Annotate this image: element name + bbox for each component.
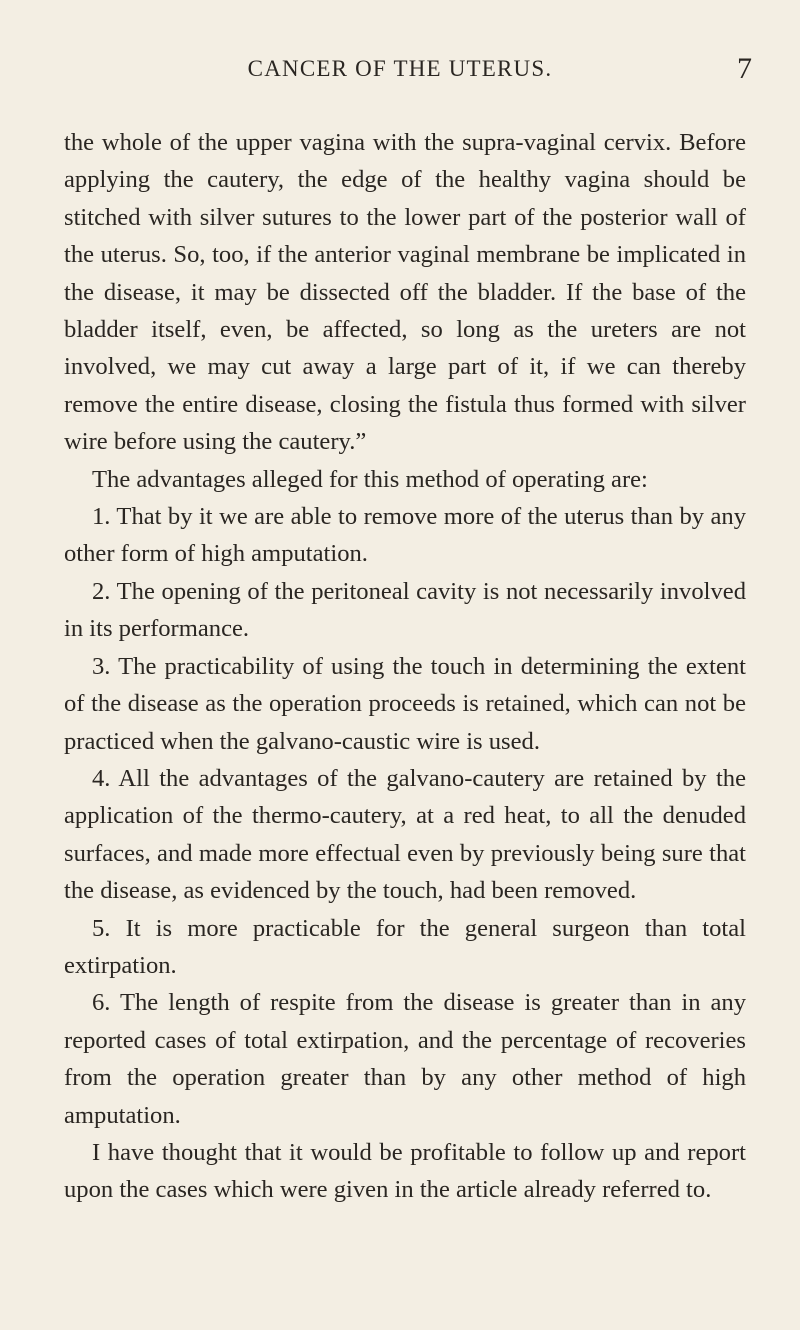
list-item-1: 1. That by it we are able to remove more of the uterus than by any other form of high amputation. (64, 503, 746, 568)
paragraph-advantages-intro: The advantages alleged for this method of operating are: (92, 465, 648, 493)
paragraph-closing: I have thought that it would be profitable to follow up and report upon the cases which were given in the article already referred to. (64, 1138, 746, 1204)
body-text (64, 124, 746, 1209)
list-item-4: 4. All the advantages of the galvano-cautery are retained by the application of the thermo-cautery, at a red heat, to all the denuded surfaces, and made more effectual even by previously being sure that the disease, as evidenced by the touch, had been removed. (64, 764, 746, 905)
list-item-6: 6. The length of respite from the disease is greater than in any reported cases of total extirpation, and the percentage of recoveries from the operation greater than by any other method of high amputation. (64, 989, 746, 1129)
list-item-5: 5. It is more practicable for the general surgeon than total extirpation. (64, 914, 746, 979)
page-number: 7 (737, 52, 752, 85)
list-item-2: 2. The opening of the peritoneal cavity is not necessarily involved in its performance. (64, 577, 746, 643)
list-item-3: 3. The practicability of using the touch in determining the extent of the disease as the operation proceeds is retained, which can not be practiced when the galvano-caustic wire is used. (64, 652, 746, 755)
paragraph-continuation: the whole of the upper vagina with the supra-vaginal cervix. Before applying the cautery, the edge of the healthy vagina should be stitched with silver sutures to the lower part of the posterior wall of the uterus. So, too, if the anterior vaginal membrane be implicated in the disease, it may be dissected off the bladder. If the base of the bladder itself, even, be affected, so long as the ureters are not involved, we may cut away a large part of it, if we can thereby remove the entire disease, closing the fistula thus formed with silver wire before using the cautery.” (64, 129, 746, 456)
running-head (0, 52, 800, 92)
running-title: CANCER OF THE UTERUS. (247, 56, 553, 81)
